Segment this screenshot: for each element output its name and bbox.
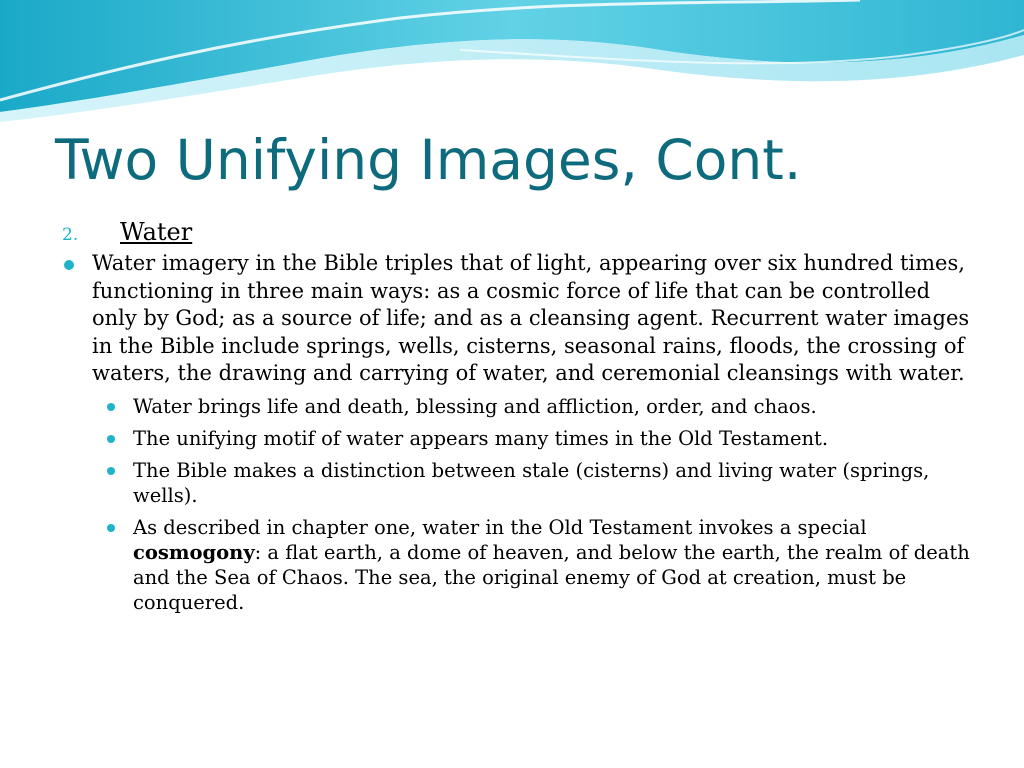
main-bullet: Water imagery in the Bible triples that of light, appearing over six hundred times, functioning in three main ways: as a cosmic force of life that can be controlled only by God; as a source of life; and as a cleansing agent. Recurrent water images in the Bible include springs, wells, cisterns, seasonal rains, floods, the crossing of waters, the drawing and carrying of water, and ceremonial cleansings with water. xyxy=(62,250,972,388)
section-number: 2. xyxy=(62,225,79,245)
sub-bullet-4 xyxy=(62,515,972,615)
slide-body xyxy=(62,218,972,622)
sub-bullet-3: The Bible makes a distinction between stale (cisterns) and living water (springs, wells). xyxy=(62,458,972,508)
wave-banner xyxy=(0,0,1024,130)
sub-bullet-4-text-after: : a flat earth, a dome of heaven, and below the earth, the realm of death and the Sea of Chaos. The sea, the original enemy of God at creation, must be conquered. xyxy=(133,540,970,614)
slide-title: Two Unifying Images, Cont. xyxy=(55,128,802,192)
sub-bullet-1: Water brings life and death, blessing and affliction, order, and chaos. xyxy=(62,394,972,419)
sub-bullet-4-text-before: As described in chapter one, water in the Old Testament invokes a special xyxy=(133,515,867,539)
sub-bullet-list xyxy=(62,394,972,615)
sub-bullet-4-bold-term: cosmogony xyxy=(133,540,255,564)
section-heading xyxy=(62,218,972,246)
sub-bullet-2: The unifying motif of water appears many times in the Old Testament. xyxy=(62,426,972,451)
section-label: Water xyxy=(120,218,193,246)
